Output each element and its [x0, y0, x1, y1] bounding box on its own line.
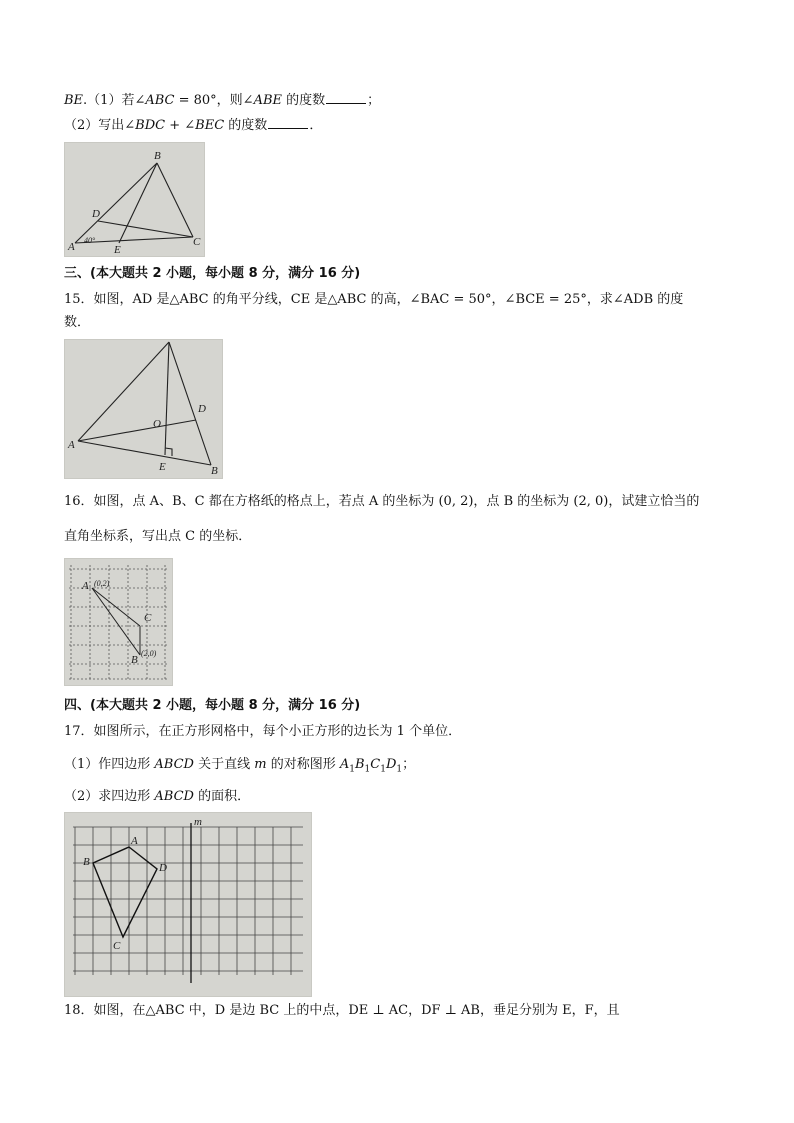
q14-seg-be: BE	[64, 93, 84, 108]
q14-seg-bec: BEC	[195, 118, 225, 133]
angle-label: 40°	[84, 236, 96, 245]
right-angle-mark	[165, 448, 172, 456]
q17-seg: 的面积．	[193, 789, 251, 804]
q16-text-line2: 直角坐标系，写出点 C 的坐标．	[64, 529, 252, 544]
label-b: B	[83, 856, 90, 868]
q17-sub: 1	[380, 764, 386, 775]
q14-seg-abc: ABC	[145, 93, 175, 108]
q17-seg: 关于直线	[193, 757, 255, 772]
q17-seg: （2）求四边形	[64, 789, 155, 804]
answer-blank[interactable]	[326, 90, 366, 104]
segment-ac	[92, 588, 140, 626]
q17-seg-abcd: ABCD	[154, 789, 194, 804]
label-o: O	[153, 418, 161, 430]
label-c: C	[193, 236, 201, 248]
label-d: D	[198, 403, 206, 415]
segment-ad	[78, 420, 196, 441]
q14-seg: （2）写出∠	[64, 118, 136, 133]
segment-bc	[157, 163, 193, 237]
q15-figure	[64, 339, 223, 479]
q14-seg: ．	[309, 118, 323, 133]
q17-seg-d1: D	[385, 757, 397, 772]
q14-seg-abe: ABE	[253, 93, 283, 108]
label-b: B	[131, 654, 138, 666]
q14-seg: = 80°，则∠	[174, 93, 254, 108]
q15-text-line1: 15．如图，AD 是△ABC 的角平分线，CE 是△ABC 的高，∠BAC = 50°，∠BCE = 25°，求∠ADB 的度	[64, 292, 684, 307]
q17-seg-b1: B	[354, 757, 365, 772]
q17-seg-c1: C	[370, 757, 381, 772]
q15-text-line2: 数．	[64, 315, 91, 330]
q17-seg: ；	[402, 757, 416, 772]
q14-line1	[64, 90, 380, 111]
q16-text-line1: 16．如图，点 A、B、C 都在方格纸的格点上，若点 A 的坐标为 (0, 2)，点 B 的坐标为 (2, 0)，试建立恰当的	[64, 494, 700, 509]
q14-figure	[64, 142, 205, 257]
square-grid	[73, 827, 303, 975]
label-d: D	[159, 862, 167, 874]
q17-sub: 1	[364, 764, 371, 775]
q18-text: 18．如图，在△ABC 中，D 是边 BC 上的中点，DE ⊥ AC，DF ⊥ AB，垂足分别为 E，F，且	[64, 1003, 620, 1018]
label-b: B	[154, 150, 161, 162]
q14-seg: 的度数	[282, 93, 326, 108]
q17-seg-m: m	[254, 757, 267, 772]
q14-line2	[64, 115, 322, 136]
segment-be	[119, 163, 157, 243]
q17-figure	[64, 812, 312, 997]
label-a-coord: (0,2)	[94, 579, 110, 588]
segment-ab	[92, 588, 140, 655]
label-a: A	[68, 439, 75, 451]
q17-text-line3	[64, 787, 250, 807]
label-c: C	[113, 940, 121, 952]
q14-seg-bdc: BDC	[135, 118, 166, 133]
label-e: E	[159, 461, 166, 473]
q14-seg: + ∠	[165, 118, 196, 133]
q16-figure	[64, 558, 173, 686]
label-c: C	[144, 612, 152, 624]
label-b: B	[211, 465, 218, 477]
q17-seg-a1: A	[339, 757, 350, 772]
q14-seg: .（1）若∠	[83, 93, 146, 108]
segment-dc	[98, 221, 193, 237]
label-d: D	[92, 208, 100, 220]
q17-sub: 1	[396, 764, 403, 775]
section-three-heading: 三、(本大题共 2 小题，每小题 8 分，满分 16 分)	[64, 266, 361, 281]
section-four-heading: 四、(本大题共 2 小题，每小题 8 分，满分 16 分)	[64, 698, 361, 713]
label-m: m	[194, 816, 202, 828]
q17-seg: （1）作四边形	[64, 757, 155, 772]
label-a: A	[131, 835, 138, 847]
q17-text-line1: 17．如图所示，在正方形网格中，每个小正方形的边长为 1 个单位．	[64, 724, 462, 739]
label-e: E	[114, 244, 121, 256]
label-b-coord: (2,0)	[141, 649, 157, 658]
q17-text-line2	[64, 755, 415, 780]
label-a: A	[82, 580, 89, 592]
q17-sub: 1	[349, 764, 355, 775]
segment-ab	[78, 441, 211, 465]
q14-seg: ；	[367, 93, 381, 108]
q17-seg-abcd: ABCD	[154, 757, 194, 772]
segment-ab	[75, 163, 157, 243]
q14-seg: 的度数	[224, 118, 268, 133]
segment-ce	[165, 342, 169, 455]
label-a: A	[68, 241, 75, 253]
q17-seg: 的对称图形	[266, 757, 340, 772]
answer-blank[interactable]	[268, 115, 308, 129]
